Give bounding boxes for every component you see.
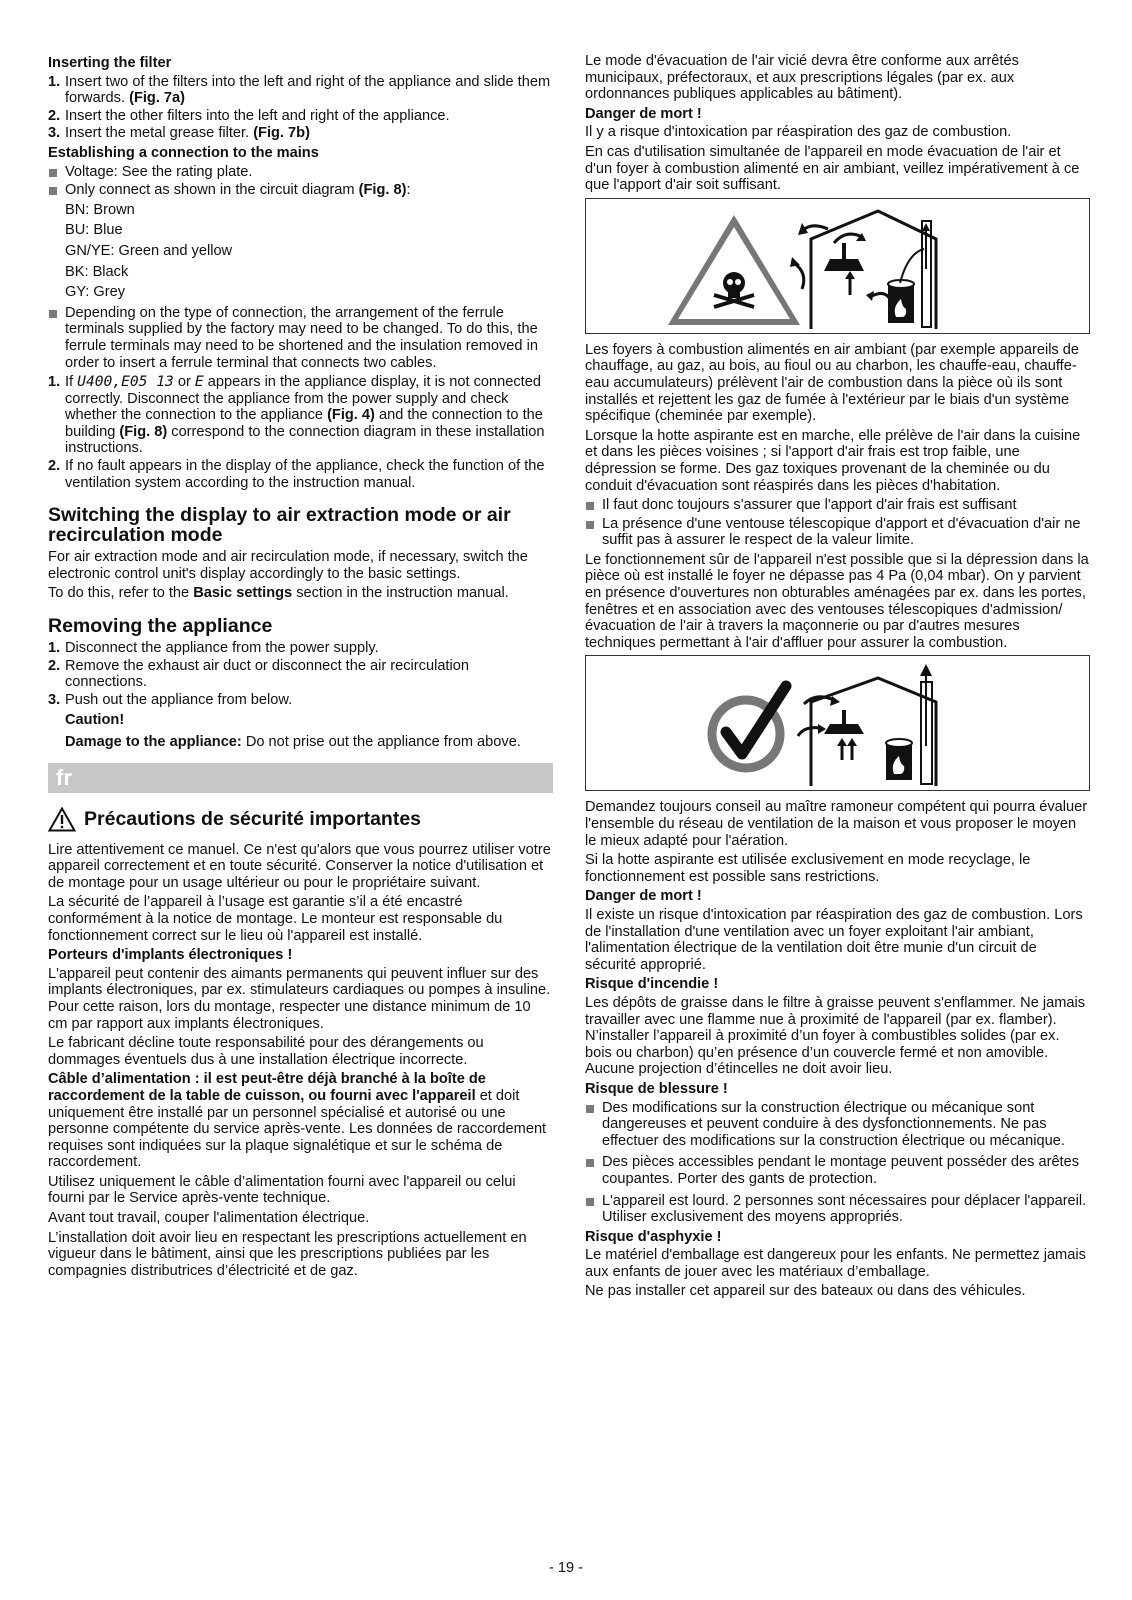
fr-paragraph: Ne pas installer cet appareil sur des bateaux ou dans des véhicules.: [585, 1283, 1026, 1300]
removing-heading: Removing the appliance: [48, 615, 273, 638]
injury-bullets: [585, 1100, 1090, 1226]
list-item: Il faut donc toujours s'assurer que l'apport d'air frais est suffisant: [585, 497, 1090, 514]
left-column: [48, 53, 553, 1282]
list-item: 2. If no fault appears in the display of the appliance, check the function of the ventilation system according to the instruction manual.: [48, 458, 545, 491]
fr-paragraph: En cas d'utilisation simultanée de l'appareil en mode évacuation de l'air et d'un foyer à combustion alimenté en air ambiant, veillez impérativement à ce que l'apport d'air soit suffisant.: [585, 143, 1080, 194]
danger-heading: Danger de mort !: [585, 888, 702, 905]
wire-color: BN: Brown: [65, 201, 135, 218]
fire-risk-heading: Risque d'incendie !: [585, 976, 719, 993]
bullet-square-icon: [586, 1198, 594, 1206]
switching-p1: For air extraction mode and air recirculation mode, if necessary, switch the electronic control unit's display accordingly to the basic settings.: [48, 549, 528, 582]
list-item: 1. If U400,E05 13 or E appears in the appliance display, it is not connected correctly. Disconnect the appliance from the power supply and check whether the connection to the appliance (Fig. 4) and the connection to the building (Fig. 8) correspond to the connection diagram in these installation instructions.: [48, 373, 545, 457]
fr-paragraph: Il y a risque d'intoxication par réaspiration des gaz de combustion.: [585, 124, 1012, 141]
fr-paragraph: L’installation doit avoir lieu en respectant les prescriptions actuellement en vigueur dans le bâtiment, ainsi que les prescriptions publiées par les compagnies distributrices d’électricité et de gaz.: [48, 1229, 527, 1279]
wire-color: BK: Black: [65, 263, 129, 280]
list-item: La présence d'une ventouse télescopique d'apport et d'évacuation d'air ne suffit pas à assurer le respect de la valeur limite.: [585, 516, 1090, 549]
fr-paragraph: Les dépôts de graisse dans le filtre à graisse peuvent s'enflammer. Ne jamais travailler avec une flamme nue à proximité de l'appareil (par ex. flamber). N’installer l’appareil à proximité d’un foyer à combustibles solides (par ex. bois ou charbon) qu’en présence d’un couvercle fermé et non amovible. Aucune projection d’étincelles ne doit avoir lieu.: [585, 994, 1086, 1078]
bullet-square-icon: [586, 502, 594, 510]
switching-p2: To do this, refer to the Basic settings section in the instruction manual.: [48, 585, 509, 602]
fr-paragraph: La sécurité de l’appareil à l’usage est garantie s’il a été encastré conformément à la notice de montage. Le monteur est responsable du fonctionnement correct sur le lieu où l'appareil est installé.: [48, 894, 503, 944]
bullet-square-icon: [49, 310, 57, 318]
fr-paragraph: Utilisez uniquement le câble d’alimentation fourni avec l'appareil ou celui fourni par le Service après-vente technique.: [48, 1173, 516, 1207]
inserting-filter-steps: [48, 74, 553, 142]
asphyxia-heading: Risque d'asphyxie !: [585, 1228, 722, 1245]
bullet-square-icon: [49, 187, 57, 195]
bullet-square-icon: [586, 521, 594, 529]
mains-steps: [48, 374, 553, 491]
list-item: 2. Insert the other filters into the left and right of the appliance.: [48, 107, 450, 124]
fr-paragraph: Lorsque la hotte aspirante est en marche, elle prélève de l'air dans la cuisine et dans les pièces voisines ; si l'apport d'air frais est trop faible, une dépression se forme. Des gaz toxiques provenant de la cheminée ou du conduit d'évacuation sont réaspirés dans les pièces d'habitation.: [585, 427, 1081, 494]
skull-warning-icon: [668, 215, 800, 325]
list-item: 2. Remove the exhaust air duct or disconnect the air recirculation connections.: [48, 657, 469, 691]
fr-paragraph: Il existe un risque d'intoxication par réaspiration des gaz de combustion. Lors de l'installation d'une ventilation avec un foyer exploitant l'air ambiant, l'alimentation électrique de la ventilation doit être munie d'un circuit de sécurité approprié.: [585, 907, 1083, 973]
fr-paragraph: Le fonctionnement sûr de l'appareil n'est possible que si la dépression dans la pièce où est installé le foyer ne dépasse pas 4 Pa (0,04 mbar). On y parvient en présence d'ouvertures non obturables aménagées par ex. dans les portes, fenêtres et en association avec des ventouses télescopiques d'admission/ évacuation de l'air à travers la maçonnerie ou par d'autres mesures techniques permettant à l'air d'affluer pour assurer la combustion.: [585, 551, 1089, 651]
air-bullets: [585, 497, 1090, 549]
wire-color-list: [48, 202, 553, 301]
list-item: Only connect as shown in the circuit diagram (Fig. 8):: [48, 182, 553, 199]
house-illustration: [798, 664, 936, 786]
page-number: - 19 -: [548, 1560, 584, 1576]
wire-color: GN/YE: Green and yellow: [65, 242, 233, 259]
cable-paragraph: Câble d’alimentation : il est peut-être déjà branché à la boîte de raccordement de la table de cuisson, ou fourni avec l'appareil et doit uniquement être installé par un personnel spécialisé et autorisé ou une personne compétente du service après-vente. Les données de raccordement requises sont indiquées sur la plaque signalétique et sur le schéma de raccordement.: [48, 1071, 547, 1171]
list-item: Voltage: See the rating plate.: [48, 164, 553, 181]
language-bar: fr: [48, 763, 553, 793]
list-item: Des pièces accessibles pendant le montage peuvent posséder des arêtes coupantes. Porter des gants de protection.: [585, 1154, 1090, 1187]
fr-paragraph: Demandez toujours conseil au maître ramoneur compétent qui pourra évaluer l'ensemble du réseau de ventilation de la maison et vous proposer le moyen le mieux adapté pour l'aération.: [585, 799, 1088, 849]
fr-paragraph: Le matériel d'emballage est dangereux pour les enfants. Ne permettez jamais aux enfants de jouer avec les matériaux d’emballage.: [585, 1247, 1086, 1280]
inserting-filter-heading: Inserting the filter: [48, 55, 172, 71]
fr-paragraph: Le mode d'évacuation de l'air vicié devra être conforme aux arrêtés municipaux, préfectoraux, et aux prescriptions légales (par ex. aux ordonnances publiques applicables au bâtiment).: [585, 53, 1019, 103]
fr-paragraph: Lire attentivement ce manuel. Ce n'est qu'alors que vous pourrez utiliser votre appareil correctement et en toute sécurité. Conserver la notice d'utilisation et de montage pour un usage ultérieur ou pour le propriétaire suivant.: [48, 841, 551, 891]
bullet-square-icon: [586, 1105, 594, 1113]
caution-text: Damage to the appliance: Do not prise out the appliance from above.: [65, 734, 521, 750]
list-item: 1. Disconnect the appliance from the power supply.: [48, 640, 379, 657]
bullet-square-icon: [49, 169, 57, 177]
fr-paragraph: Les foyers à combustion alimentés en air ambiant (par exemple appareils de chauffage, au gaz, au bois, au fioul ou au charbon, les chauffe-eau, chauffe-eau accumulateurs) prélèvent l'air de combustion dans la pièce où ils sont installés et rejettent les gaz de fumée à l'extérieur par le biais d'un système spécifique (cheminée par exemple).: [585, 341, 1080, 425]
removing-steps: [48, 640, 553, 708]
house-illustration: [798, 211, 936, 329]
switching-heading: Switching the display to air extraction mode or air recirculation mode: [48, 504, 511, 547]
danger-illustration: [585, 198, 1090, 334]
list-item: 1. Insert two of the filters into the left and right of the appliance and slide them forwards. (Fig. 7a): [48, 73, 551, 107]
fr-paragraph: Le fabricant décline toute responsabilité pour des dérangements ou dommages éventuels dus à une installation électrique incorrecte.: [48, 1035, 484, 1068]
fr-paragraph: Si la hotte aspirante est utilisée exclusivement en mode recyclage, le fonctionnement est possible sans restrictions.: [585, 852, 1031, 885]
display-code: U400,E05 13: [77, 373, 174, 391]
warning-triangle-icon: [48, 807, 76, 832]
caution-label: Caution!: [65, 712, 125, 729]
checkmark-icon: [712, 686, 786, 768]
fr-paragraph: L'appareil peut contenir des aimants permanents qui peuvent influer sur des implants électroniques, par ex. stimulateurs cardiaques ou pompes à insuline. Pour cette raison, lors du montage, respecter une distance minimum de 10 cm par rapport aux implants électroniques.: [48, 965, 551, 1032]
wire-color: BU: Blue: [65, 222, 123, 239]
list-item: 3. Insert the metal grease filter. (Fig. 7b): [48, 125, 310, 142]
danger-heading: Danger de mort !: [585, 105, 702, 122]
safety-title: Précautions de sécurité importantes: [48, 807, 553, 832]
right-column: [585, 53, 1090, 1303]
list-item: Depending on the type of connection, the arrangement of the ferrule terminals supplied by the factory may need to be changed. To do this, the ferrule terminals may need to be shortened and the insulation removed in order to insert a ferrule terminal that connects two cables.: [48, 305, 553, 371]
mains-bullets: [48, 164, 553, 199]
mains-heading: Establishing a connection to the mains: [48, 144, 319, 161]
list-item: 3. Push out the appliance from below.: [48, 691, 293, 708]
display-code: E: [194, 373, 204, 391]
list-item: Des modifications sur la construction électrique ou mécanique sont dangereuses et peuvent conduire à des dysfonctionnements. Ne pas effectuer des modifications sur la construction électrique ou mécanique.: [585, 1100, 1090, 1150]
mains-bullets-2: [48, 305, 553, 371]
fr-paragraph: Avant tout travail, couper l'alimentation électrique.: [48, 1210, 370, 1227]
bullet-square-icon: [586, 1159, 594, 1167]
wire-color: GY: Grey: [65, 284, 126, 301]
list-item: L'appareil est lourd. 2 personnes sont nécessaires pour déplacer l'appareil. Utiliser exclusivement des moyens appropriés.: [585, 1193, 1090, 1226]
implants-heading: Porteurs d'implants électroniques !: [48, 947, 293, 964]
correct-illustration: [585, 655, 1090, 791]
injury-risk-heading: Risque de blessure !: [585, 1080, 728, 1097]
